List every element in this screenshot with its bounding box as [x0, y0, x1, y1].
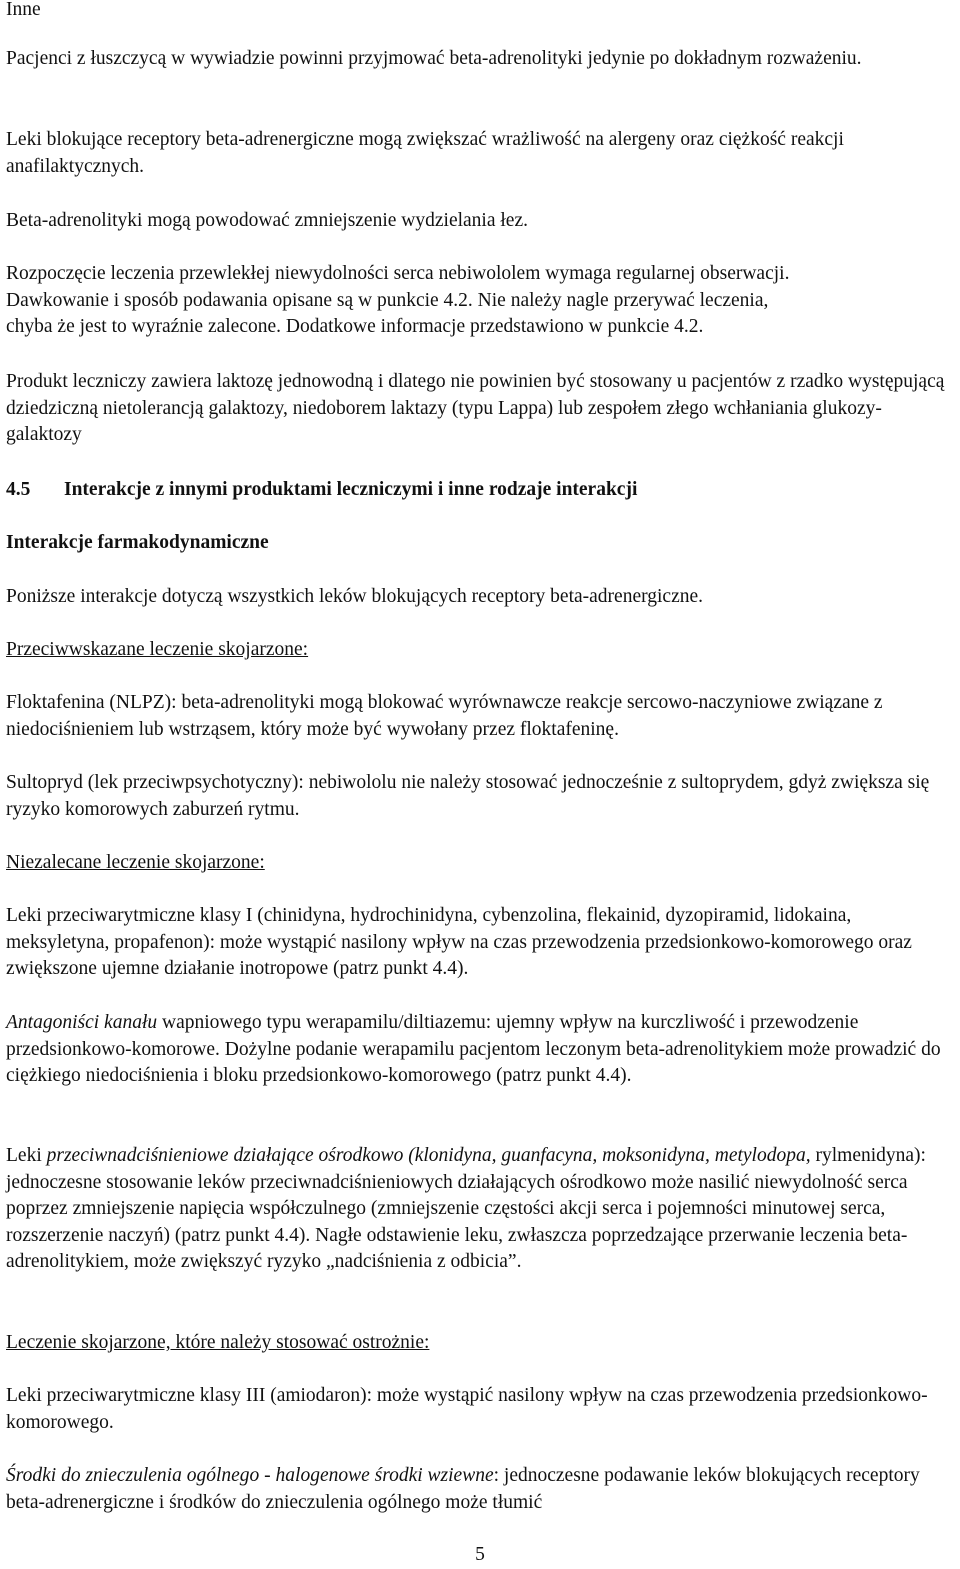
contraindicated-heading: Przeciwwskazane leczenie skojarzone:: [6, 639, 309, 660]
contraindicated-heading-row: [6, 637, 954, 664]
central-italic: przeciwnadciśnieniowe działające ośrodkowo (klonidyna, guanfacyna, moksonidyna, metylodopa,: [46, 1145, 811, 1166]
section-heading: [6, 477, 954, 504]
section-number: 4.5: [6, 479, 31, 500]
paragraph-anesthesia: [6, 1463, 954, 1516]
heart-failure-line-3: chyba że jest to wyraźnie zalecone. Dodatkowe informacje przedstawiono w punkcie 4.2.: [6, 316, 704, 337]
page-number: 5: [475, 1544, 485, 1565]
paragraph-allergens: Leki blokujące receptory beta-adrenergiczne mogą zwiększać wrażliwość na alergeny oraz ciężkość reakcji anafilaktycznych.: [6, 129, 844, 177]
central-lead: Leki: [6, 1145, 47, 1166]
calcium-italic: Antagoniści kanału: [6, 1012, 158, 1033]
calcium-rest: wapniowego typu werapamilu/diltiazemu: ujemny wpływ na kurczliwość i przewodzenie przedsionkowo-komorowe. Dożylne podanie werapamilu pacjentom leczonym beta-adrenolitykiem może prowadzić do ciężkiego niedociśnienia i bloku przedsionkowo-komorowego (patrz punkt 4.4).: [6, 1012, 941, 1086]
caution-heading-row: [6, 1330, 954, 1357]
heart-failure-line-2: Dawkowanie i sposób podawania opisane są w punkcie 4.2. Nie należy nagle przerywać leczenia,: [6, 289, 769, 311]
paragraph-heart-failure: [6, 261, 954, 341]
paragraph-lactose: Produkt leczniczy zawiera laktozę jednowodną i dlatego nie powinien być stosowany u pacjentów z rzadko występującą dziedziczną nietolerancją galaktozy, niedoborem laktazy (typu Lappa) lub zespołem złego wchłaniania glukozy-galaktozy: [6, 371, 945, 445]
paragraph-central-antihypertensives: [6, 1143, 954, 1276]
paragraph-class1-antiarrhythmics: Leki przeciwarytmiczne klasy I (chinidyna, hydrochinidyna, cybenzolina, flekainid, dyzopiramid, lidokaina, meksyletyna, propafenon): może wystąpić nasilony wpływ na czas przewodzenia przedsionkowo-komorowego oraz zwiększone ujemne działanie inotropowe (patrz punkt 4.4).: [6, 905, 912, 979]
not-recommended-heading: Niezalecane leczenie skojarzone:: [6, 852, 265, 873]
paragraph-class3-antiarrhythmics: Leki przeciwarytmiczne klasy III (amiodaron): może wystąpić nasilony wpływ na czas przewodzenia przedsionkowo-komorowego.: [6, 1385, 928, 1433]
paragraph-tears: Beta-adrenolityki mogą powodować zmniejszenie wydzielania łez.: [6, 210, 528, 231]
paragraph-floctafenine: Floktafenina (NLPZ): beta-adrenolityki mogą blokować wyrównawcze reakcje sercowo-naczyniowe związane z niedociśnieniem lub wstrząsem, który może być wywołany przez floktafeninę.: [6, 692, 883, 740]
subheading-pharmacodynamic: Interakcje farmakodynamiczne: [6, 532, 269, 553]
anesthesia-italic: Środki do znieczulenia ogólnego - halogenowe środki wziewne: [6, 1465, 494, 1486]
paragraph-psoriasis: Pacjenci z łuszczycą w wywiadzie powinni przyjmować beta-adrenolityki jedynie po dokładnym rozważeniu.: [6, 48, 862, 69]
paragraph-calcium-antagonists: [6, 1010, 954, 1090]
paragraph-sultopride: Sultopryd (lek przeciwpsychotyczny): nebiwololu nie należy stosować jednocześnie z sultoprydem, gdyż zwiększa się ryzyko komorowych zaburzeń rytmu.: [6, 772, 930, 820]
heading-other: Inne: [6, 0, 41, 20]
caution-heading: Leczenie skojarzone, które należy stosować ostrożnie:: [6, 1332, 430, 1353]
anesthesia-rest: : jednoczesne podawanie leków blokujących receptory beta-adrenergiczne i środków do znieczulenia ogólnego może tłumić: [6, 1465, 920, 1513]
paragraph-pd-intro: Poniższe interakcje dotyczą wszystkich leków blokujących receptory beta-adrenergiczne.: [6, 586, 704, 607]
central-rest: rylmenidyna): jednoczesne stosowanie leków przeciwnadciśnieniowych działających ośrodkowo może nasilić niewydolność serca poprzez zmniejszenie napięcia współczulnego (zmniejszenie częstości akcji serca i pojemności minutowej serca, rozszerzenie naczyń) (patrz punkt 4.4). Nagłe odstawienie leku, zwłaszcza poprzedzające przerwanie leczenia beta-adrenolitykiem, może zwiększyć ryzyko „nadciśnienia z odbicia”.: [6, 1145, 926, 1272]
section-title: Interakcje z innymi produktami leczniczymi i inne rodzaje interakcji: [64, 479, 638, 500]
not-recommended-heading-row: [6, 850, 954, 877]
heart-failure-line-1: Rozpoczęcie leczenia przewlekłej niewydolności serca nebiwololem wymaga regularnej obserwacji.: [6, 263, 790, 284]
